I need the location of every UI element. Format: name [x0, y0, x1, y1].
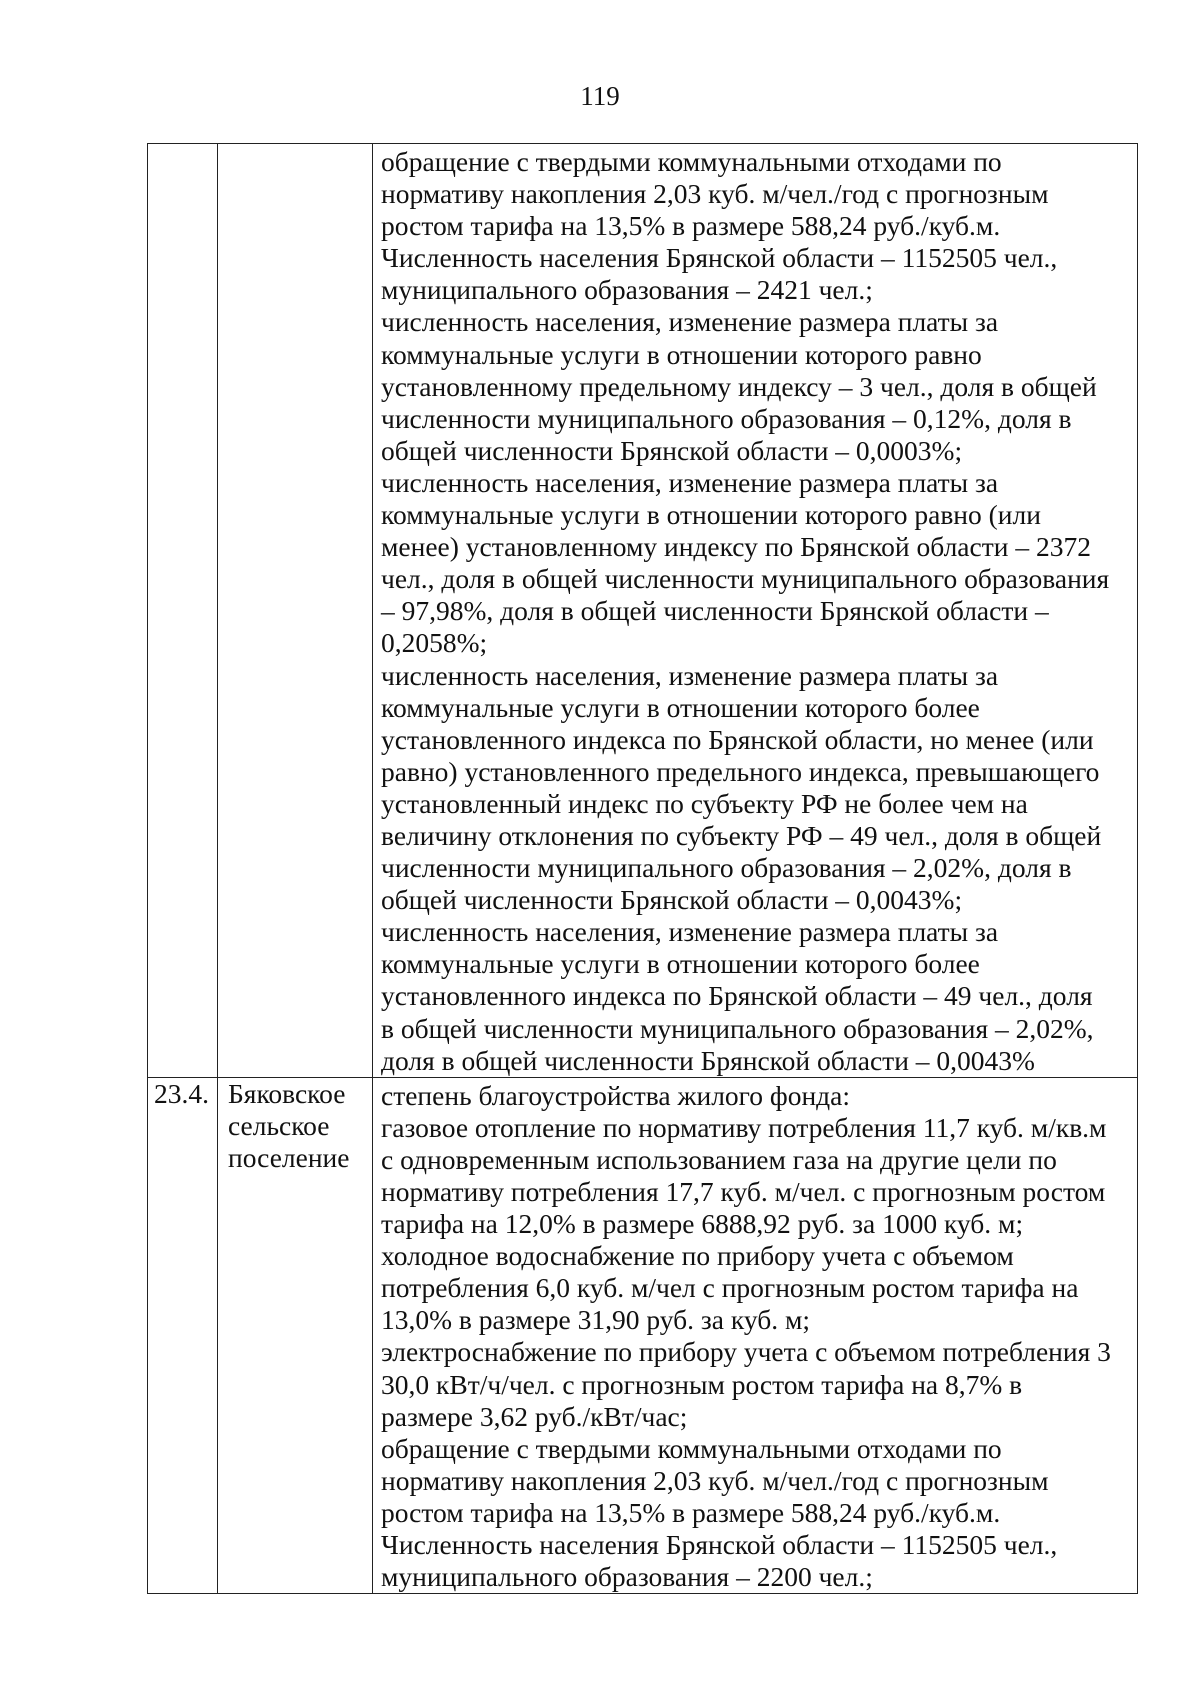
description-line: обращение с твердыми коммунальными отходами по: [381, 1432, 1002, 1464]
description-line: размере 3,62 руб./кВт/час;: [381, 1400, 688, 1432]
table-row: [148, 1077, 1138, 1594]
description-line: коммунальные услуги в отношении которого равно (или: [381, 499, 1041, 531]
description-line: нормативу накопления 2,03 куб. м/чел./год с прогнозным: [381, 178, 1049, 210]
description-line: электроснабжение по прибору учета с объемом потребления 3: [381, 1336, 1111, 1368]
municipality-name-line: сельское: [228, 1109, 330, 1141]
description-line: численность населения, изменение размера платы за: [381, 659, 999, 691]
description-cell: [373, 1077, 1138, 1594]
description-line: тарифа на 12,0% в размере 6888,92 руб. за 1000 куб. м;: [381, 1208, 1024, 1240]
description-line: 30,0 кВт/ч/чел. с прогнозным ростом тарифа на 8,7% в: [381, 1368, 1023, 1400]
page-number: 119: [580, 81, 620, 111]
description-line: ростом тарифа на 13,5% в размере 588,24 руб./куб.м.: [381, 210, 1001, 242]
municipality-name-line: поселение: [228, 1141, 350, 1173]
description-line: 0,2058%;: [381, 627, 488, 659]
description-line: равно) установленного предельного индекса, превышающего: [381, 755, 1100, 787]
row-number-cell: 23.4.: [148, 1077, 218, 1594]
description-line: величину отклонения по субъекту РФ – 49 чел., доля в общей: [381, 819, 1102, 851]
description-line: муниципального образования – 2200 чел.;: [381, 1561, 873, 1593]
description-line: в общей численности муниципального образования – 2,02%,: [381, 1012, 1094, 1044]
description-line: установленному предельному индексу – 3 чел., доля в общей: [381, 370, 1097, 402]
description-line: потребления 6,0 куб. м/чел с прогнозным ростом тарифа на: [381, 1272, 1079, 1304]
description-line: менее) установленному индексу по Брянской области – 2372: [381, 531, 1091, 563]
description-line: установленный индекс по субъекту РФ не более чем на: [381, 787, 1028, 819]
description-line: численность населения, изменение размера платы за: [381, 916, 999, 948]
description-line: численности муниципального образования – 2,02%, доля в: [381, 852, 1072, 884]
description-line: нормативу накопления 2,03 куб. м/чел./год с прогнозным: [381, 1464, 1049, 1496]
description-line: – 97,98%, доля в общей численности Брянской области –: [381, 595, 1049, 627]
municipality-name-line: Бяковское: [228, 1077, 346, 1109]
description-line: холодное водоснабжение по прибору учета с объемом: [381, 1240, 1014, 1272]
description-line: численность населения, изменение размера платы за: [381, 466, 999, 498]
description-line: численность населения, изменение размера платы за: [381, 306, 999, 338]
description-line: коммунальные услуги в отношении которого равно: [381, 338, 982, 370]
description-line: с одновременным использованием газа на другие цели по: [381, 1143, 1057, 1175]
description-line: доля в общей численности Брянской области – 0,0043%: [381, 1044, 1035, 1076]
description-line: Численность населения Брянской области – 1152505 чел.,: [381, 1529, 1058, 1561]
data-table: [147, 143, 1138, 1594]
municipality-name-cell: [218, 144, 373, 1078]
description-line: чел., доля в общей численности муниципального образования: [381, 563, 1110, 595]
description-line: установленного индекса по Брянской области – 49 чел., доля: [381, 980, 1093, 1012]
description-line: обращение с твердыми коммунальными отходами по: [381, 146, 1002, 177]
description-line: общей численности Брянской области – 0,0043%;: [381, 884, 963, 916]
table-row: [148, 144, 1138, 1078]
description-line: численности муниципального образования – 0,12%, доля в: [381, 402, 1072, 434]
description-line: коммунальные услуги в отношении которого более: [381, 691, 980, 723]
description-cell: [373, 144, 1138, 1078]
description-line: степень благоустройства жилого фонда:: [381, 1079, 851, 1111]
description-line: 13,0% в размере 31,90 руб. за куб. м;: [381, 1304, 810, 1336]
description-line: ростом тарифа на 13,5% в размере 588,24 руб./куб.м.: [381, 1496, 1001, 1528]
description-line: коммунальные услуги в отношении которого более: [381, 948, 980, 980]
description-line: установленного индекса по Брянской области, но менее (или: [381, 723, 1094, 755]
description-line: муниципального образования – 2421 чел.;: [381, 274, 873, 306]
description-line: нормативу потребления 17,7 куб. м/чел. с прогнозным ростом: [381, 1176, 1106, 1207]
row-number-cell: [148, 144, 218, 1078]
description-line: Численность населения Брянской области – 1152505 чел.,: [381, 242, 1058, 274]
description-line: общей численности Брянской области – 0,0003%;: [381, 434, 963, 466]
description-line: газовое отопление по нормативу потребления 11,7 куб. м/кв.м: [381, 1111, 1107, 1143]
municipality-name-cell: [218, 1077, 373, 1594]
